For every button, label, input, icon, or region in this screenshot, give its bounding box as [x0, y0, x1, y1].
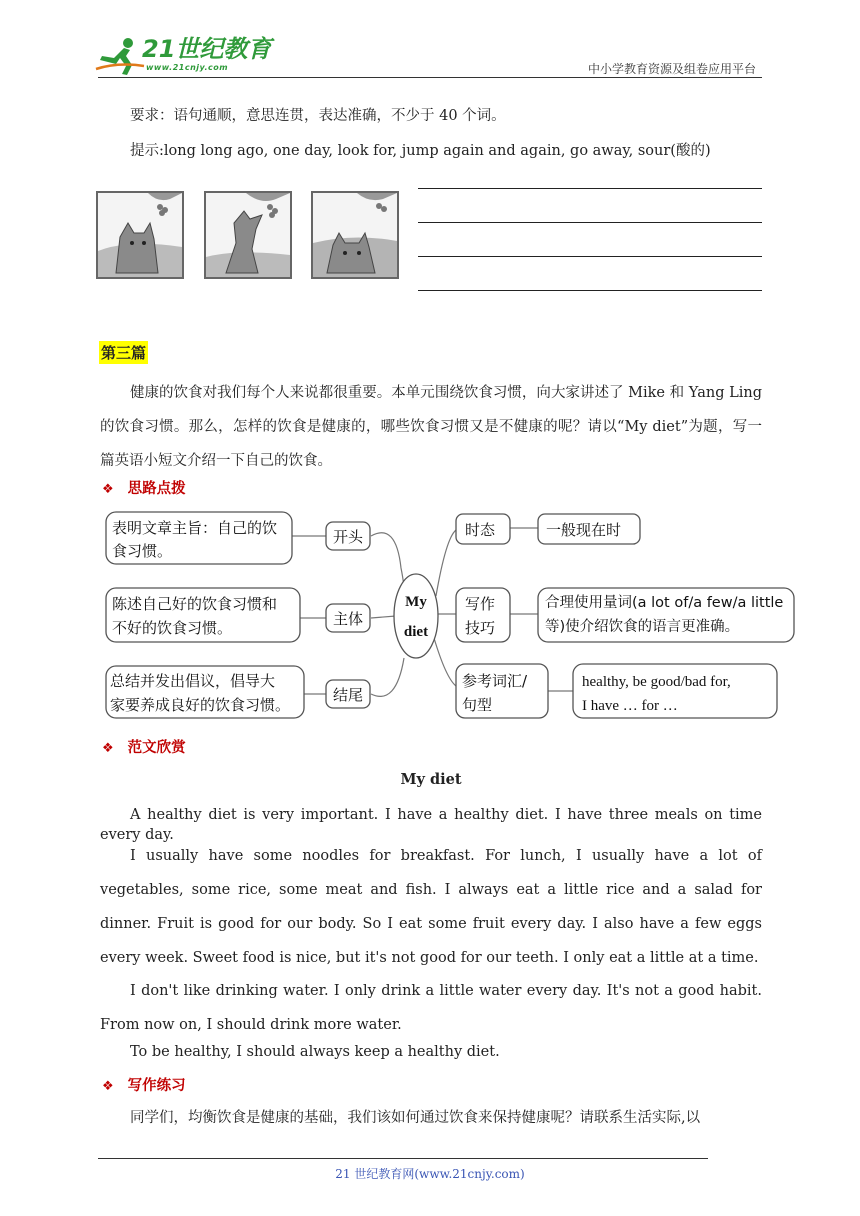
header-rule [98, 77, 762, 78]
header-right-text: 中小学教育资源及组卷应用平台 [587, 62, 756, 76]
diamond-bullet-icon: ❖ [102, 741, 114, 756]
hint-text: 提示:long long ago, one day, look for, jump again and again, go away, sour(酸的) [130, 143, 711, 159]
thinking-title: 思路点拨 [127, 481, 186, 497]
logo-name: 世纪教育 [175, 35, 272, 63]
skill-desc-line-2: 等)使介绍饮食的语言更准确。 [545, 619, 740, 635]
skill-node-line-1: 写作 [465, 595, 496, 613]
practice-text: 同学们，均衡饮食是健康的基础，我们该如何通过饮食来保持健康呢？请联系生活实际,以 [130, 1110, 701, 1126]
vocab-desc-line-1: healthy, be good/bad for, [582, 674, 731, 690]
writing-line-4[interactable] [418, 290, 762, 291]
vocab-node-line-1: 参考词汇/ [462, 672, 528, 690]
writing-line-3[interactable] [418, 256, 762, 257]
requirement-text: 要求：语句通顺，意思连贯，表达准确，不少于 40 个词。 [130, 108, 506, 124]
tense-desc: 一般现在时 [546, 521, 622, 539]
practice-heading [102, 1074, 186, 1095]
story-picture-1 [96, 191, 184, 279]
section-intro: 健康的饮食对我们每个人来说都很重要。本单元围绕饮食习惯，向大家讲述了 Mike 和 Yang Ling 的饮食习惯。那么，怎样的饮食是健康的，哪些饮食习惯又是不健康的呢？请以“My diet”为题，写一篇英语小短文介绍一下自己的饮食。 [100, 385, 762, 469]
body-desc-line-2: 不好的饮食习惯。 [112, 619, 233, 637]
logo-runner-icon [94, 36, 146, 76]
sample-heading [102, 736, 186, 757]
footer-text: 21 世纪教育网(www.21cnjy.com) [335, 1167, 525, 1181]
essay-paragraph-2: I usually have some noodles for breakfast. For lunch, I usually have a lot of vegetables, some rice, some meat and fish. I always eat a little rice and a salad for dinner. Fruit is good for our body. So I eat some fruit every day. I also have a few eggs every week. Sweet food is nice, but it's not good for our teeth. I only eat a little at a time. [100, 848, 762, 966]
center-node-line-2: diet [403, 624, 429, 640]
ending-node: 结尾 [333, 686, 364, 704]
writing-line-1[interactable] [418, 188, 762, 189]
center-node-line-1: My [405, 594, 427, 610]
ending-desc-line-2: 家要养成良好的饮食习惯。 [110, 696, 291, 714]
writing-line-2[interactable] [418, 222, 762, 223]
essay-paragraph-3: I don't like drinking water. I only drink a little water every day. It's not a good habit. From now on, I should drink more water. [100, 983, 762, 1033]
essay-paragraph-1: A healthy diet is very important. I have a healthy diet. I have three meals on time every day. [100, 807, 762, 843]
opening-node: 开头 [333, 528, 364, 546]
story-picture-2 [204, 191, 292, 279]
thinking-heading [102, 477, 186, 498]
vocab-node-line-2: 句型 [462, 696, 493, 714]
ending-desc-line-1: 总结并发出倡议，倡导大 [110, 672, 276, 690]
essay-paragraph-4: To be healthy, I should always keep a healthy diet. [130, 1044, 500, 1060]
vocab-desc-line-2: I have … for … [582, 698, 678, 714]
diamond-bullet-icon: ❖ [102, 482, 114, 497]
opening-desc-line-1: 表明文章主旨：自己的饮 [112, 519, 278, 537]
story-picture-3 [311, 191, 399, 279]
skill-desc-line-1: 合理使用量词(a lot of/a few/a little [545, 595, 784, 611]
diamond-bullet-icon: ❖ [102, 1079, 114, 1094]
section-label: 第三篇 [99, 341, 148, 364]
essay-title: My diet [400, 771, 462, 788]
practice-title: 写作练习 [127, 1078, 186, 1094]
opening-desc-line-2: 食习惯。 [112, 542, 173, 560]
footer-rule [98, 1158, 708, 1159]
sample-title: 范文欣赏 [127, 740, 186, 756]
body-desc-line-1: 陈述自己好的饮食习惯和 [112, 595, 278, 613]
skill-node-line-2: 技巧 [465, 619, 496, 637]
body-node: 主体 [333, 610, 364, 628]
logo-number: 21 [142, 35, 176, 63]
logo-wordmark [142, 36, 271, 62]
logo-url: www.21cnjy.com [146, 63, 229, 72]
tense-node: 时态 [465, 521, 496, 539]
mind-map [96, 508, 796, 723]
